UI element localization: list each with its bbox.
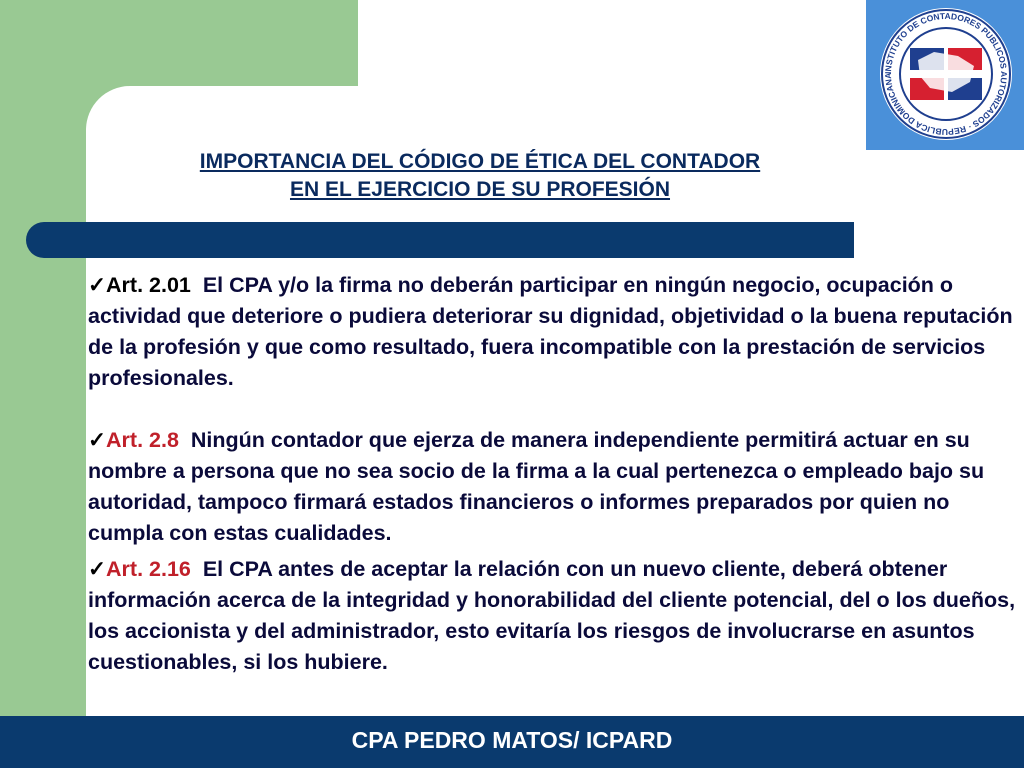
article-label: Art. 2.16 <box>106 557 191 581</box>
title-line-2: EN EL EJERCICIO DE SU PROFESIÓN <box>289 178 671 201</box>
article-item <box>88 554 1018 678</box>
white-top-area <box>358 0 866 86</box>
title-line-1: IMPORTANCIA DEL CÓDIGO DE ÉTICA DEL CONTADOR <box>199 150 761 173</box>
article-label: Art. 2.01 <box>106 273 191 297</box>
title-divider-bar <box>26 222 854 258</box>
article-item <box>88 425 1018 549</box>
logo-panel <box>866 0 1024 150</box>
logo-ring-text: INSTITUTO DE CONTADORES PUBLICOS AUTORIZADOS · REPUBLICA DOMINICANA <box>882 10 1010 138</box>
green-left-strip <box>0 0 86 716</box>
footer-text: CPA PEDRO MATOS/ ICPARD <box>351 727 673 753</box>
article-text: El CPA antes de aceptar la relación con un nuevo cliente, deberá obtener información acerca de la integridad y honorabilidad del cliente potencial, del o los dueños, los accionista y del administrador, esto evitaría los riesgos de involucrarse en asuntos cuestionables, si los hubiere. <box>88 557 1016 674</box>
article-text: Ningún contador que ejerza de manera independiente permitirá actuar en su nombre a persona que no sea socio de la firma a la cual pertenezca o empleado bajo su autoridad, tampoco firmará estados financieros o informes preparados por quien no cumpla con estas cualidades. <box>88 428 985 545</box>
page-title <box>100 148 860 204</box>
checkmark-icon: ✓ <box>88 428 107 452</box>
article-item <box>88 270 1018 394</box>
checkmark-icon: ✓ <box>88 273 107 297</box>
checkmark-icon: ✓ <box>88 557 107 581</box>
article-text: El CPA y/o la firma no deberán participar en ningún negocio, ocupación o actividad que deteriore o pudiera deteriorar su dignidad, objetividad o la buena reputación de la profesión y que como resultado, fuera incompatible con la prestación de servicios profesionales. <box>88 273 1013 390</box>
article-label: Art. 2.8 <box>106 428 179 452</box>
icpard-logo <box>866 0 1024 150</box>
articles-list <box>88 270 1018 678</box>
